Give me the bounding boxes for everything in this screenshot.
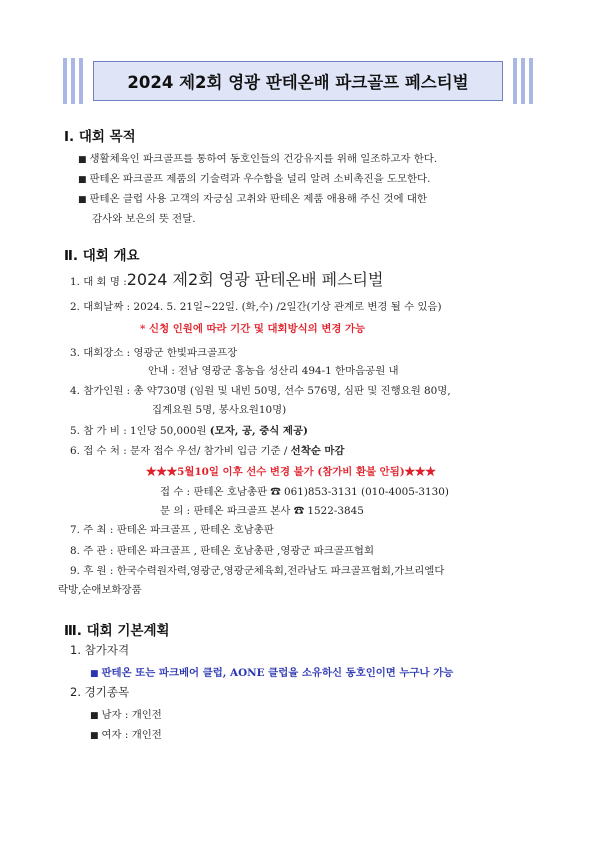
host-row: 7. 주 최 : 판테온 파크골프 , 판테온 호남총판 — [70, 524, 274, 536]
title-bar-left-1 — [63, 58, 67, 104]
sponsor-row: 9. 후 원 : 한국수력원자력,영광군,영광군체육회,전라남도 파크골프협회,가브리엘다 — [70, 565, 445, 577]
bullet-icon: ■ — [78, 155, 87, 165]
eligibility-item: ■ 판테온 또는 파크베어 클럽, AONE 클럽을 소유하신 동호인이면 누구나 가능 — [90, 667, 454, 679]
women-event: ■ 여자 : 개인전 — [90, 729, 162, 741]
registration-contact: 접 수 : 판테온 호남총판 ☎ 061)853-3131 (010-4005-3130) — [160, 486, 449, 498]
venue-address: 안내 : 전남 영광군 홍농읍 성산리 494-1 한마음공원 내 — [148, 365, 399, 377]
change-deadline-note: ★★★5월10일 이후 선수 변경 불가 (참가비 환불 안됨)★★★ — [146, 466, 436, 478]
event-date-row: 2. 대회날짜 : 2024. 5. 21일~22일. (화,수) /2일간(기상 관계로 변경 될 수 있음) — [70, 301, 442, 313]
organizer-row: 8. 주 관 : 판테온 파크골프 , 판테온 호남총판 ,영광군 파크골프협회 — [70, 545, 374, 557]
section-3-heading: Ⅲ. 대회 기본계획 — [64, 623, 170, 639]
bullet-icon: ■ — [90, 731, 99, 741]
purpose-item-3: ■ 판테온 클럽 사용 고객의 자긍심 고취와 판테온 제품 애용해 주신 것에 대한 — [78, 193, 427, 205]
entry-fee-row: 5. 참 가 비 : 1인당 50,000원 (모자, 공, 중식 제공) — [70, 425, 308, 437]
event-name-row: 1. 대 회 명 :2024 제2회 영광 판테온배 페스티벌 — [70, 270, 384, 289]
page-title: 2024 제2회 영광 판테온배 파크골프 페스티벌 — [93, 61, 503, 101]
title-banner — [63, 58, 533, 104]
date-change-note: * 신청 인원에 따라 기간 및 대회방식의 변경 가능 — [140, 323, 366, 335]
registration-row: 6. 접 수 처 : 문자 접수 우선/ 참가비 입금 기준 / 선착순 마감 — [70, 445, 345, 457]
title-bar-right-2 — [521, 58, 525, 104]
purpose-item-2: ■ 판테온 파크골프 제품의 기술력과 우수함을 널리 알려 소비촉진을 도모한다. — [78, 173, 431, 185]
section-1-heading: Ⅰ. 대회 목적 — [64, 129, 136, 145]
title-bar-right-1 — [513, 58, 517, 104]
purpose-item-3-cont: 감사와 보은의 뜻 전달. — [92, 213, 196, 225]
participants-row: 4. 참가인원 : 총 약730명 (임원 및 내빈 50명, 선수 576명, 심판 및 진행요원 80명, — [70, 385, 451, 397]
bullet-icon: ■ — [78, 175, 87, 185]
purpose-item-1: ■ 생활체육인 파크골프를 통하여 동호인들의 건강유지를 위해 일조하고자 한다. — [78, 153, 438, 165]
title-bar-right-3 — [529, 58, 533, 104]
section-2-heading: Ⅱ. 대회 개요 — [64, 248, 140, 264]
men-event: ■ 남자 : 개인전 — [90, 709, 162, 721]
events-heading: 2. 경기종목 — [70, 685, 130, 699]
sponsor-row-cont: 락방,순애보화장품 — [58, 584, 142, 596]
title-bar-left-3 — [79, 58, 83, 104]
bullet-icon: ■ — [90, 669, 99, 679]
inquiry-contact: 문 의 : 판테온 파크골프 본사 ☎ 1522-3845 — [160, 505, 364, 517]
bullet-icon: ■ — [90, 711, 99, 721]
event-venue-row: 3. 대회장소 : 영광군 한빛파크골프장 — [70, 347, 238, 359]
eligibility-heading: 1. 참가자격 — [70, 643, 130, 657]
participants-row-cont: 집계요원 5명, 봉사요원10명) — [152, 404, 287, 416]
title-bar-left-2 — [71, 58, 75, 104]
bullet-icon: ■ — [78, 195, 87, 205]
